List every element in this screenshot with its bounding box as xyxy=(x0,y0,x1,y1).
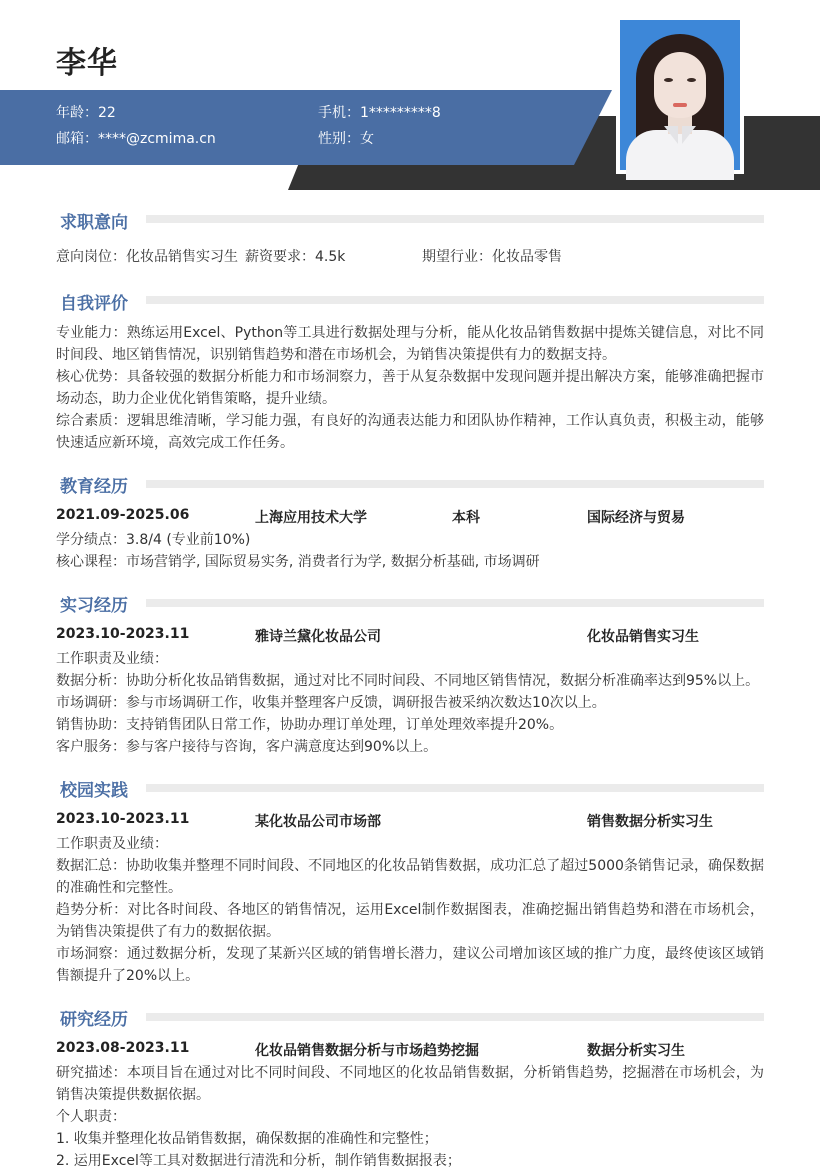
education-degree: 本科 xyxy=(452,510,480,526)
section-divider xyxy=(146,1013,764,1021)
section-divider xyxy=(146,215,764,223)
section-title-research: 研究经历 xyxy=(60,1010,128,1030)
research-line: 1. 收集并整理化妆品销售数据，确保数据的准确性和完整性； xyxy=(56,1131,438,1147)
internship-line: 销售协助：支持销售团队日常工作，协助办理订单处理，订单处理效率提升20%。 xyxy=(56,717,564,733)
email-info: 邮箱：****@zcmima.cn xyxy=(56,131,216,147)
research-role: 数据分析实习生 xyxy=(587,1043,685,1059)
photo-shirt xyxy=(626,130,734,180)
self-eval-qualities: 综合素质：逻辑思维清晰，学习能力强，有良好的沟通表达能力和团队协作精神，工作认真负责，积极主动，能够快速适应新环境，高效完成工作任务。 xyxy=(56,413,764,451)
photo-eye-left xyxy=(664,78,673,82)
section-divider xyxy=(146,480,764,488)
campus-line: 数据汇总：协助收集并整理不同时间段、不同地区的化妆品销售数据，成功汇总了超过5000条销售记录，确保数据的准确性和完整性。 xyxy=(56,858,764,896)
education-school: 上海应用技术大学 xyxy=(255,510,367,526)
section-divider xyxy=(146,784,764,792)
self-eval-professional: 专业能力：熟练运用Excel、Python等工具进行数据处理与分析，能从化妆品销售数据中提炼关键信息，对比不同时间段、地区销售情况，识别销售趋势和潜在市场机会，为销售决策提供有力的数据支持。 xyxy=(56,325,764,363)
research-period: 2023.08-2023.11 xyxy=(56,1040,190,1056)
gender-info: 性别：女 xyxy=(318,131,374,147)
research-line: 个人职责： xyxy=(56,1109,126,1125)
section-divider xyxy=(146,296,764,304)
section-title-campus: 校园实践 xyxy=(60,781,128,801)
research-line: 2. 运用Excel等工具对数据进行清洗和分析，制作销售数据报表； xyxy=(56,1153,461,1169)
campus-line: 趋势分析：对比各时间段、各地区的销售情况，运用Excel制作数据图表，准确挖掘出销售趋势和潜在市场机会，为销售决策提供了有力的数据依据。 xyxy=(56,902,764,940)
internship-line: 工作职责及业绩： xyxy=(56,651,168,667)
campus-line: 市场洞察：通过数据分析，发现了某新兴区域的销售增长潜力，建议公司增加该区域的推广力度，最终使该区域销售额提升了20%以上。 xyxy=(56,946,764,984)
photo-collar-right xyxy=(682,126,696,144)
intention-industry: 期望行业：化妆品零售 xyxy=(422,249,562,265)
research-project: 化妆品销售数据分析与市场趋势挖掘 xyxy=(255,1043,479,1059)
photo-collar-left xyxy=(664,126,678,144)
candidate-name: 李华 xyxy=(56,46,118,81)
internship-line: 市场调研：参与市场调研工作，收集并整理客户反馈，调研报告被采纳次数达10次以上。 xyxy=(56,695,606,711)
internship-role: 化妆品销售实习生 xyxy=(587,629,699,645)
education-courses: 核心课程：市场营销学, 国际贸易实务, 消费者行为学, 数据分析基础, 市场调研 xyxy=(56,554,540,570)
education-major: 国际经济与贸易 xyxy=(587,510,685,526)
profile-photo-frame xyxy=(616,18,744,174)
self-eval-strengths: 核心优势：具备较强的数据分析能力和市场洞察力，善于从复杂数据中发现问题并提出解决方案，能够准确把握市场动态，助力企业优化销售策略，提升业绩。 xyxy=(56,369,764,407)
profile-photo xyxy=(620,20,740,170)
photo-face xyxy=(654,52,706,118)
section-title-self-eval: 自我评价 xyxy=(60,294,128,314)
phone-info: 手机：1*********8 xyxy=(318,105,441,121)
intention-salary: 薪资要求：4.5k xyxy=(245,249,346,265)
research-line: 研究描述：本项目旨在通过对比不同时间段、不同地区的化妆品销售数据，分析销售趋势，挖掘潜在市场机会，为销售决策提供数据依据。 xyxy=(56,1065,764,1103)
campus-period: 2023.10-2023.11 xyxy=(56,811,190,827)
photo-eye-right xyxy=(687,78,696,82)
intention-position: 意向岗位：化妆品销售实习生 xyxy=(56,249,238,265)
section-title-education: 教育经历 xyxy=(60,477,128,497)
internship-period: 2023.10-2023.11 xyxy=(56,626,190,642)
section-title-intention: 求职意向 xyxy=(60,213,128,233)
campus-role: 销售数据分析实习生 xyxy=(587,814,713,830)
section-divider xyxy=(146,599,764,607)
campus-org: 某化妆品公司市场部 xyxy=(255,814,381,830)
internship-company: 雅诗兰黛化妆品公司 xyxy=(255,629,381,645)
section-title-internship: 实习经历 xyxy=(60,596,128,616)
age-info: 年龄：22 xyxy=(56,105,116,121)
campus-line: 工作职责及业绩： xyxy=(56,836,168,852)
internship-line: 客户服务：参与客户接待与咨询，客户满意度达到90%以上。 xyxy=(56,739,438,755)
education-gpa: 学分绩点：3.8/4 (专业前10%) xyxy=(56,532,251,548)
education-period: 2021.09-2025.06 xyxy=(56,507,190,523)
internship-line: 数据分析：协助分析化妆品销售数据，通过对比不同时间段、不同地区销售情况，数据分析准确率达到95%以上。 xyxy=(56,673,760,689)
photo-lips xyxy=(673,103,687,107)
